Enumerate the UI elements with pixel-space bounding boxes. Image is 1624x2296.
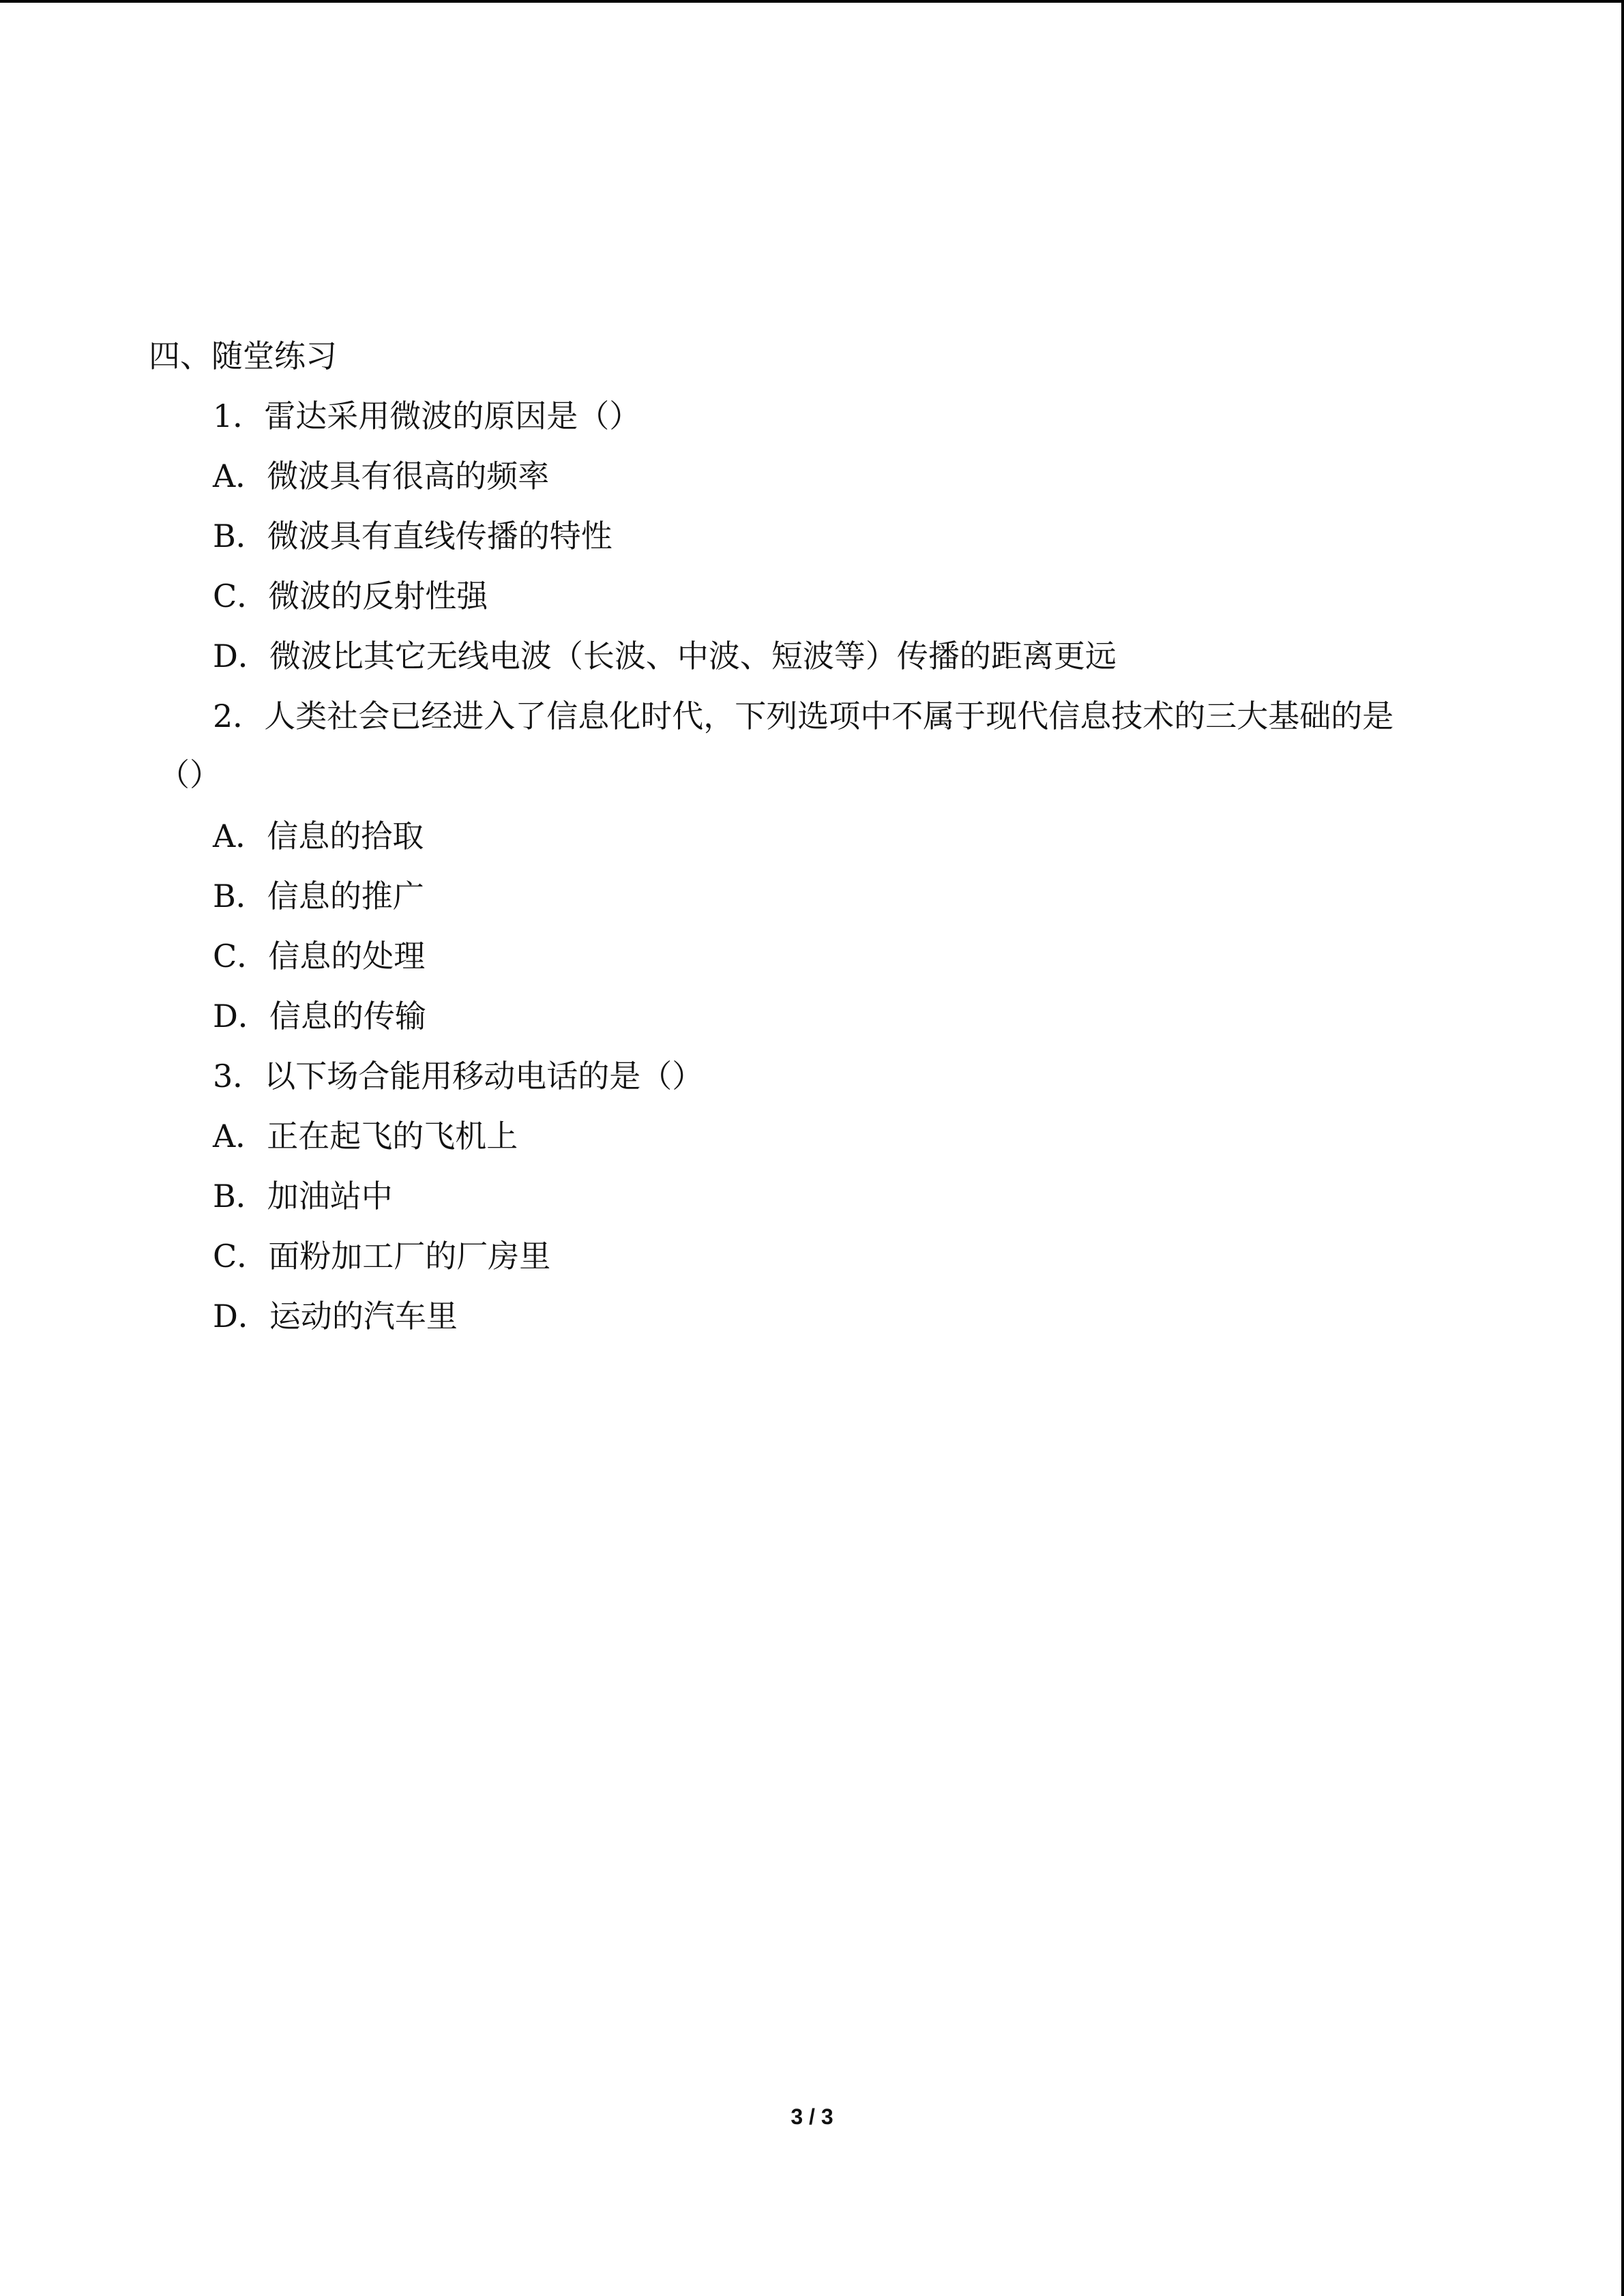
- question-2-stem-continuation: （）: [158, 756, 221, 793]
- question-3-option-b: B．加油站中: [213, 1178, 393, 1214]
- question-3-option-c: C．面粉加工厂的厂房里: [213, 1238, 551, 1274]
- question-1-stem: 1．雷达采用微波的原因是（）: [213, 398, 641, 434]
- question-3-option-a: A．正在起飞的飞机上: [213, 1118, 518, 1154]
- question-2-stem: 2．人类社会已经进入了信息化时代，下列选项中不属于现代信息技术的三大基础的是: [213, 698, 1394, 734]
- section-title: 四、随堂练习: [149, 338, 337, 374]
- question-2-option-c: C．信息的处理: [213, 938, 426, 974]
- question-3-option-d: D．运动的汽车里: [213, 1298, 458, 1335]
- question-2-option-b: B．信息的推广: [213, 878, 424, 914]
- question-2-option-a: A．信息的拾取: [213, 818, 424, 854]
- page-top-border: [0, 0, 1624, 3]
- page-number: 3 / 3: [791, 2104, 833, 2129]
- question-1-option-b: B．微波具有直线传播的特性: [213, 518, 612, 554]
- question-1-option-a: A．微波具有很高的频率: [213, 458, 550, 494]
- question-1-option-c: C．微波的反射性强: [213, 578, 488, 614]
- question-1-option-d: D．微波比其它无线电波（长波、中波、短波等）传播的距离更远: [213, 638, 1117, 674]
- question-3-stem: 3．以下场合能用移动电话的是（）: [213, 1058, 704, 1094]
- question-2-option-d: D．信息的传输: [213, 998, 426, 1034]
- page-right-border: [1621, 0, 1624, 2296]
